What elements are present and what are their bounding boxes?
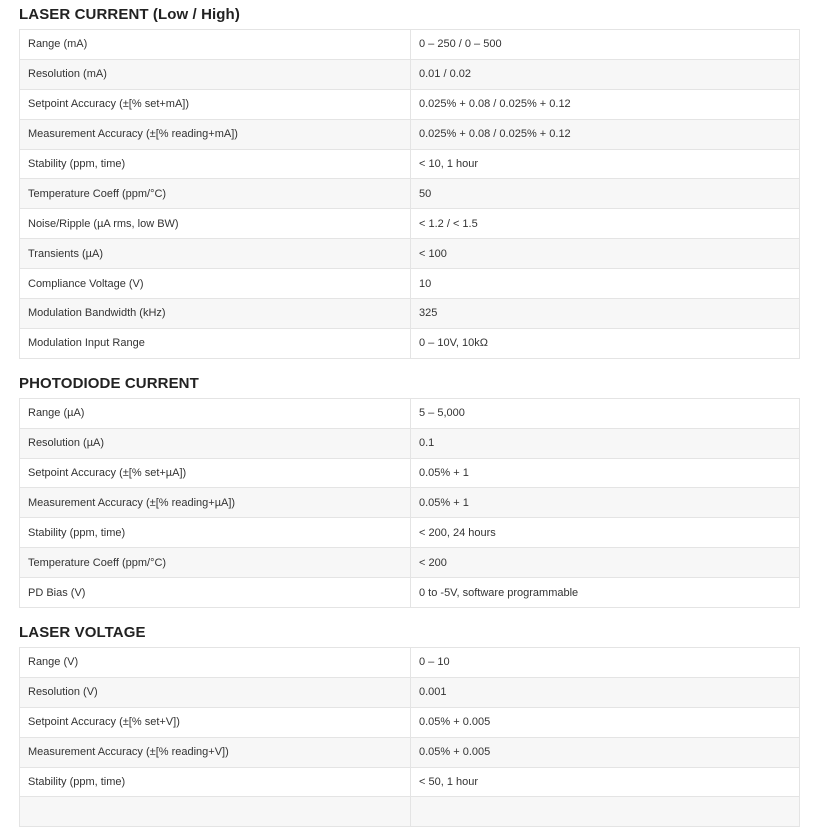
- spec-label: Resolution (V): [20, 677, 411, 707]
- spec-value: 0.05% + 1: [411, 458, 800, 488]
- table-row: [20, 767, 800, 797]
- spec-label: PD Bias (V): [20, 578, 411, 608]
- spec-label: Setpoint Accuracy (±[% set+V]): [20, 707, 411, 737]
- table-row: [20, 269, 800, 299]
- spec-value: [411, 797, 800, 827]
- spec-label: Measurement Accuracy (±[% reading+V]): [20, 737, 411, 767]
- spec-value: < 200, 24 hours: [411, 518, 800, 548]
- spec-label: Stability (ppm, time): [20, 149, 411, 179]
- spec-value: 0.01 / 0.02: [411, 59, 800, 89]
- section-title-photodiode-current: PHOTODIODE CURRENT: [19, 374, 199, 392]
- spec-value: 0.05% + 0.005: [411, 707, 800, 737]
- section-title-laser-current: LASER CURRENT (Low / High): [19, 6, 240, 23]
- spec-value: < 10, 1 hour: [411, 149, 800, 179]
- spec-value: 0 to -5V, software programmable: [411, 578, 800, 608]
- spec-value: < 50, 1 hour: [411, 767, 800, 797]
- table-row: [20, 119, 800, 149]
- spec-value: 5 – 5,000: [411, 398, 800, 428]
- table-row: [20, 149, 800, 179]
- spec-label: Transients (µA): [20, 239, 411, 269]
- spec-table-laser-current: [19, 29, 800, 359]
- table-row: [20, 548, 800, 578]
- spec-value: < 200: [411, 548, 800, 578]
- spec-label: Resolution (µA): [20, 428, 411, 458]
- spec-label: Measurement Accuracy (±[% reading+µA]): [20, 488, 411, 518]
- table-row: [20, 797, 800, 827]
- spec-label: Range (V): [20, 648, 411, 678]
- spec-label: Stability (ppm, time): [20, 518, 411, 548]
- table-row: [20, 648, 800, 678]
- spec-label: Range (µA): [20, 398, 411, 428]
- spec-value: 325: [411, 299, 800, 329]
- table-row: [20, 239, 800, 269]
- spec-value: 0 – 10V, 10kΩ: [411, 328, 800, 358]
- spec-label: Resolution (mA): [20, 59, 411, 89]
- table-row: [20, 398, 800, 428]
- table-row: [20, 707, 800, 737]
- spec-label: Range (mA): [20, 30, 411, 60]
- spec-table-photodiode-current: [19, 398, 800, 608]
- spec-value: < 1.2 / < 1.5: [411, 209, 800, 239]
- spec-label: Temperature Coeff (ppm/°C): [20, 548, 411, 578]
- table-row: [20, 428, 800, 458]
- table-row: [20, 328, 800, 358]
- table-row: [20, 677, 800, 707]
- spec-label: Stability (ppm, time): [20, 767, 411, 797]
- spec-value: < 100: [411, 239, 800, 269]
- spec-label: Measurement Accuracy (±[% reading+mA]): [20, 119, 411, 149]
- table-row: [20, 578, 800, 608]
- table-row: [20, 299, 800, 329]
- spec-label: Modulation Bandwidth (kHz): [20, 299, 411, 329]
- spec-label: Compliance Voltage (V): [20, 269, 411, 299]
- spec-value: 0 – 10: [411, 648, 800, 678]
- spec-value: 0 – 250 / 0 – 500: [411, 30, 800, 60]
- table-row: [20, 59, 800, 89]
- spec-value: 0.1: [411, 428, 800, 458]
- table-row: [20, 30, 800, 60]
- table-row: [20, 737, 800, 767]
- table-row: [20, 179, 800, 209]
- spec-label: Setpoint Accuracy (±[% set+µA]): [20, 458, 411, 488]
- spec-value: 0.025% + 0.08 / 0.025% + 0.12: [411, 119, 800, 149]
- spec-page: [19, 0, 800, 827]
- spec-label: Modulation Input Range: [20, 328, 411, 358]
- table-row: [20, 209, 800, 239]
- spec-label: Temperature Coeff (ppm/°C): [20, 179, 411, 209]
- spec-table-laser-voltage: [19, 647, 800, 827]
- table-row: [20, 488, 800, 518]
- spec-label: Setpoint Accuracy (±[% set+mA]): [20, 89, 411, 119]
- section-gap: [19, 608, 800, 618]
- spec-value: 50: [411, 179, 800, 209]
- spec-value: 0.05% + 1: [411, 488, 800, 518]
- spec-value: 10: [411, 269, 800, 299]
- spec-value: 0.001: [411, 677, 800, 707]
- section-title-laser-voltage: LASER VOLTAGE: [19, 624, 146, 642]
- table-row: [20, 89, 800, 119]
- spec-value: 0.05% + 0.005: [411, 737, 800, 767]
- spec-label: [20, 797, 411, 827]
- spec-value: 0.025% + 0.08 / 0.025% + 0.12: [411, 89, 800, 119]
- spec-label: Noise/Ripple (µA rms, low BW): [20, 209, 411, 239]
- table-row: [20, 458, 800, 488]
- section-gap: [19, 359, 800, 369]
- table-row: [20, 518, 800, 548]
